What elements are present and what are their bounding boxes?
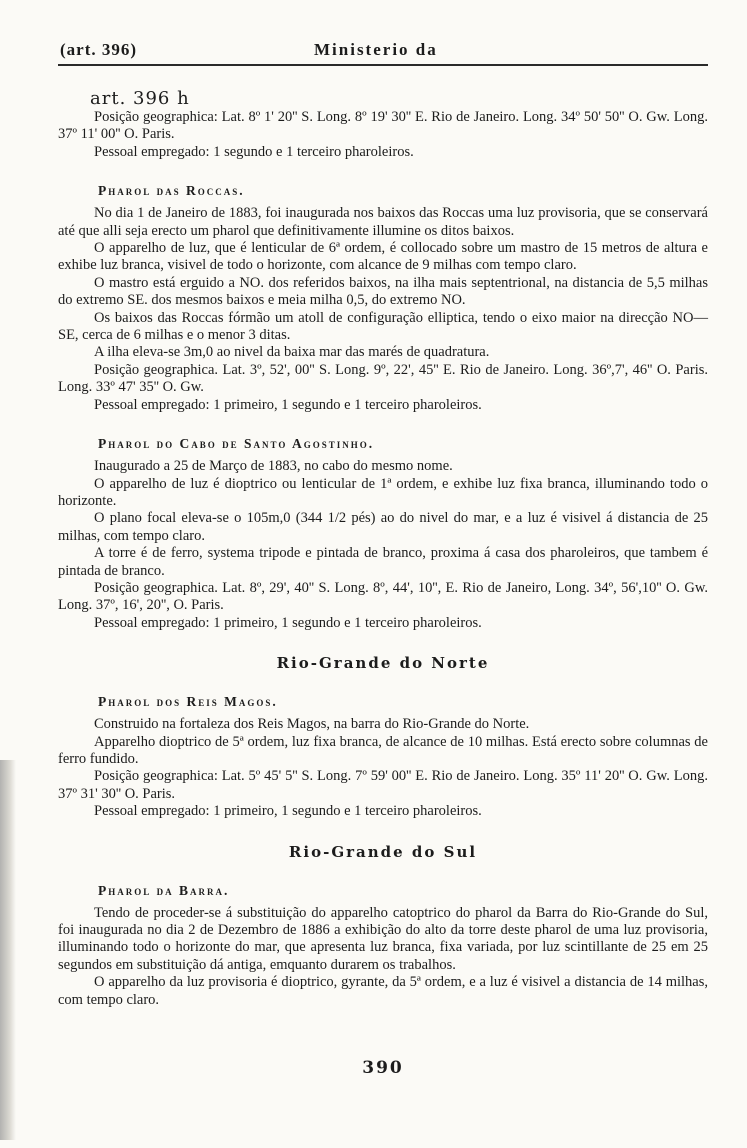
station-heading: Pharol das Roccas.: [98, 183, 245, 199]
paragraph-group: [58, 205, 708, 414]
paragraph: O apparelho da luz provisoria é dioptrico, gyrante, da 5ª ordem, e a luz é visivel a distancia de 14 milhas, com tempo claro.: [58, 974, 708, 1008]
paragraph: Os baixos das Roccas fórmão um atoll de configuração elliptica, tendo o eixo maior na direcção NO—SE, cerca de 6 milhas e o menor 3 ditas.: [58, 309, 708, 344]
paragraph: Posição geographica. Lat. 8º, 29', 40'' S. Long. 8º, 44', 10'', E. Rio de Janeiro, Long. 34º, 56',10'' O. Gw. Long. 37º, 16', 20'', O. Paris.: [58, 579, 708, 614]
station-heading: Pharol dos Reis Magos.: [98, 694, 278, 710]
paragraph: O apparelho de luz é dioptrico ou lenticular de 1ª ordem, e exhibe luz fixa branca, illuminando todo o horizonte.: [58, 475, 708, 509]
paragraph: A torre é de ferro, systema tripode e pintada de branco, proxima á casa dos pharoleiros, que tambem é pintada de branco.: [58, 545, 708, 579]
paragraph-group: [58, 458, 708, 632]
paragraph: Posição geographica: Lat. 8º 1' 20'' S. Long. 8º 19' 30'' E. Rio de Janeiro. Long. 34º 50' 50'' O. Gw. Long. 37º 11' 00'' O. Paris.: [58, 109, 708, 143]
paragraph-group: [58, 716, 708, 820]
paragraph: O apparelho de luz, que é lenticular de 6ª ordem, é collocado sobre um mastro de 15 metros de altura e exhibe luz branca, visivel de todo o horizonte, com alcance de 9 milhas com tempo claro.: [58, 240, 708, 274]
region-heading: Rio-Grande do Norte: [276, 654, 490, 673]
paragraph: O mastro está erguido a NO. dos referidos baixos, na ilha mais septentrional, na distancia de 5,5 milhas do extremo SE. dos mesmos baixos e meia milha 0,5, do extremo NO.: [58, 274, 708, 309]
article-id: art. 396 h: [90, 88, 190, 109]
paragraph: O plano focal eleva-se o 105m,0 (344 1/2 pés) ao do nivel do mar, e a luz é visivel á distancia de 25 milhas, com tempo claro.: [58, 510, 708, 544]
station-heading: Pharol da Barra.: [98, 882, 230, 898]
header-article-ref: (art. 396): [60, 40, 138, 59]
document-body: [58, 109, 708, 1009]
station-heading: Pharol do Cabo de Santo Agostinho.: [98, 436, 375, 452]
paragraph-group: [58, 905, 708, 1009]
paragraph: Inaugurado a 25 de Março de 1883, no cabo do mesmo nome.: [94, 458, 453, 475]
paragraph: Posição geographica. Lat. 3º, 52', 00'' S. Long. 9º, 22', 45'' E. Rio de Janeiro. Long. 36º,7', 46'' O. Paris. Long. 33º 47' 35'' O. Gw.: [58, 361, 708, 396]
page-number: 390: [362, 1058, 404, 1078]
page-edge-shadow: [0, 760, 16, 1140]
region-heading: Rio-Grande do Sul: [288, 842, 478, 861]
paragraph: Tendo de proceder-se á substituição do apparelho catoptrico do pharol da Barra do Rio-Grande do Sul, foi inaugurada no dia 2 de Dezembro de 1886 a exhibição do alto da torre deste pharol de uma luz provisoria, illuminando todo o horizonte do mar, que apresenta luz branca, fixa variada, por luz scintillante de 25 em 25 segundos em substituição dá antiga, emquanto durarem os trabalhos.: [58, 904, 708, 973]
document-page: [58, 38, 708, 1078]
paragraph: Posição geographica: Lat. 5º 45' 5'' S. Long. 7º 59' 00'' E. Rio de Janeiro. Long. 35º 11' 20'' O. Gw. Long. 37º 31' 30'' O. Paris.: [58, 768, 708, 802]
paragraph: Pessoal empregado: 1 segundo e 1 terceiro pharoleiros.: [94, 143, 414, 160]
running-header: [58, 38, 708, 66]
paragraph: Pessoal empregado: 1 primeiro, 1 segundo e 1 terceiro pharoleiros.: [94, 396, 482, 413]
paragraph: Construido na fortaleza dos Reis Magos, na barra do Rio-Grande do Norte.: [94, 716, 530, 733]
paragraph: Apparelho dioptrico de 5ª ordem, luz fixa branca, de alcance de 10 milhas. Está erecto sobre columnas de ferro fundido.: [58, 733, 708, 767]
paragraph: Pessoal empregado: 1 primeiro, 1 segundo e 1 terceiro pharoleiros.: [94, 614, 482, 631]
paragraph-group: [58, 109, 708, 161]
paragraph: No dia 1 de Janeiro de 1883, foi inaugurada nos baixos das Roccas uma luz provisoria, que se conservará até que alli seja erecto um pharol que definitivamente illumine os ditos baixos.: [58, 205, 708, 239]
header-ministry: Ministerio da: [314, 40, 438, 59]
paragraph: Pessoal empregado: 1 primeiro, 1 segundo e 1 terceiro pharoleiros.: [94, 803, 482, 820]
paragraph: A ilha eleva-se 3m,0 ao nivel da baixa mar das marés de quadratura.: [94, 344, 490, 361]
